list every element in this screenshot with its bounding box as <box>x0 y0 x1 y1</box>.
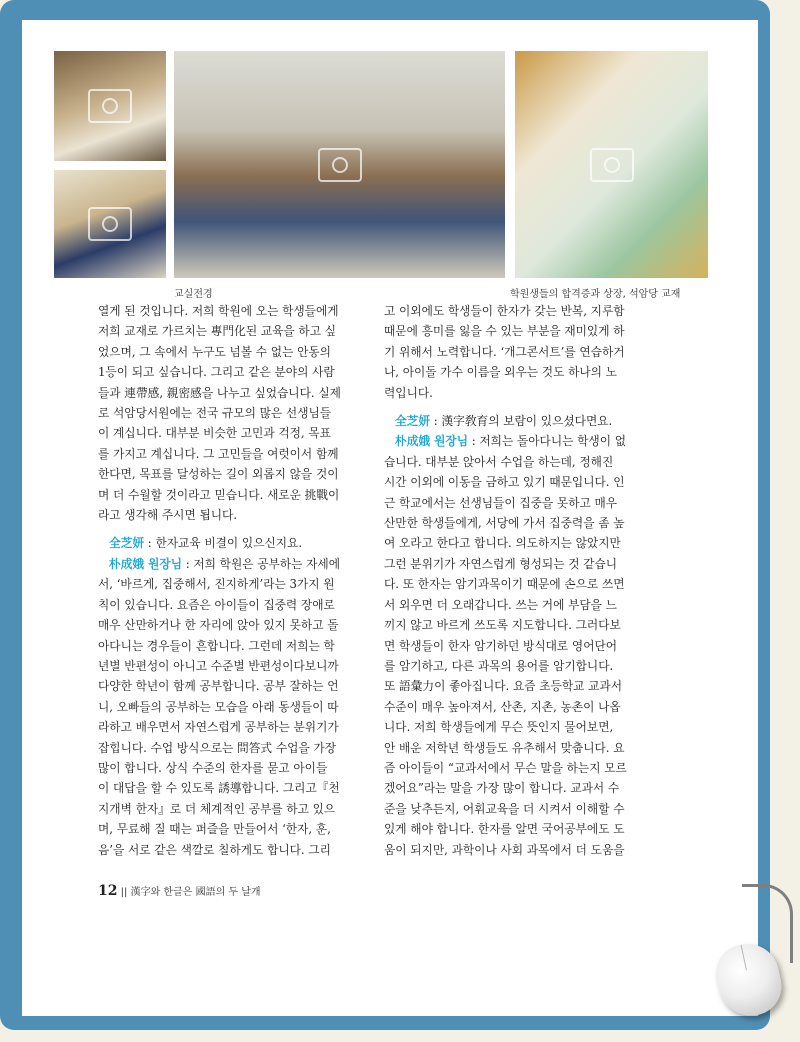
text-line: 면 학생들이 한자 암기하던 방식대로 영어단어 <box>384 638 618 653</box>
left-intro-paragraph <box>98 301 374 525</box>
right-column <box>384 301 660 860</box>
text-line: 다양한 학년이 함께 공부합니다. 공부 잘하는 언 <box>98 679 339 694</box>
text-line: 끼지 않고 바르게 쓰도록 지도합니다. 그러다보 <box>384 618 621 633</box>
classroom-photo <box>174 51 505 278</box>
interviewer-question <box>98 533 374 553</box>
interviewer-name: 全芝妍 <box>109 536 145 551</box>
footer-title: 漢字와 한글은 國語의 두 날개 <box>130 887 261 898</box>
text-line: 안 배운 저학년 학생들도 유추해서 맞춥니다. 요 <box>384 740 625 755</box>
text-line: 근 학교에서는 선생님들이 집중을 못하고 매우 <box>384 495 618 510</box>
left-column <box>98 301 374 860</box>
text-line: 한다면, 목표를 달성하는 길이 외롭지 않을 것이 <box>98 467 339 482</box>
text-line: 서, ‘바르게, 집중해서, 진지하게’라는 3가지 원 <box>98 577 335 592</box>
question-text: : 한자교육 비결이 있으신지요. <box>144 536 303 551</box>
text-line: 칙이 있습니다. 요즘은 아이들이 집중력 장애로 <box>98 597 335 612</box>
text-line: 아다니는 경우들이 흔합니다. 그런데 저희는 학 <box>98 638 335 653</box>
text-line: 기 위해서 노력합니다. ‘개그콘서트’를 연습하거 <box>384 344 625 359</box>
image-icon <box>88 207 132 241</box>
text-line: 며, 무료해 질 때는 퍼즐을 만들어서 ‘한자, 훈, <box>98 822 331 837</box>
text-line: 저희 교재로 가르치는 專門化된 교육을 하고 싶 <box>98 324 336 339</box>
image-icon <box>88 89 132 123</box>
text-line: 지개벽 한자』로 더 체계적인 공부를 하고 있으 <box>98 801 336 816</box>
text-line: : 저희는 돌아다니는 학생이 없 <box>468 434 627 449</box>
director-name: 朴成娥 원장님 <box>109 556 183 571</box>
text-line: 매우 산만하거나 한 자리에 앉아 있지 못하고 돌 <box>98 618 339 633</box>
text-line: 산만한 학생들에게, 서당에 가서 집중력을 좀 높 <box>384 516 625 531</box>
text-line: 1등이 되고 싶습니다. 그리고 같은 분야의 사람 <box>98 365 335 380</box>
boy-student-photo <box>54 170 166 278</box>
text-line: 습니다. 대부분 앉아서 수업을 하는데, 정해진 <box>384 454 614 469</box>
text-line: 있게 해야 합니다. 한자를 알면 국어공부에도 도 <box>384 822 625 837</box>
text-line: 겠어요”라는 말을 가장 많이 합니다. 교과서 수 <box>384 781 620 796</box>
text-line: 또 語彙力이 좋아집니다. 요즘 초등학교 교과서 <box>384 679 622 694</box>
text-line: 즘 아이들이 “교과서에서 무슨 말을 하는지 모르 <box>384 760 627 775</box>
text-line: 그런 분위기가 자연스럽게 형성되는 것 같습니 <box>384 556 618 571</box>
interviewer-question <box>384 411 660 431</box>
text-line: 력입니다. <box>384 385 433 400</box>
text-line: 서 외우면 더 오래갑니다. 쓰는 거에 부담을 느 <box>384 597 617 612</box>
textbooks-photo <box>515 51 708 278</box>
text-line: 잡힙니다. 수업 방식으로는 問答式 수업을 가장 <box>98 740 336 755</box>
text-line: 를 가지고 계십니다. 그 고민들을 여럿이서 함께 <box>98 446 339 461</box>
page-footer <box>98 883 261 899</box>
materials-caption: 학원생들의 합격증과 상장, 석암당 교재 <box>510 289 681 300</box>
text-line: 이 대답을 할 수 있도록 誘導합니다. 그리고『천 <box>98 781 340 796</box>
text-line: 시간 이외에 이동을 금하고 있기 때문입니다. 인 <box>384 475 625 490</box>
text-line: 여 오라고 한다고 합니다. 의도하지는 않았지만 <box>384 536 621 551</box>
footer-separator: || <box>117 887 131 898</box>
text-line: 나, 아이돌 가수 이름을 외우는 것도 하나의 노 <box>384 365 617 380</box>
director-name: 朴成娥 원장님 <box>395 434 469 449</box>
text-line: 움이 되지만, 과학이나 사회 과목에서 더 도움을 <box>384 842 625 857</box>
director-answer <box>384 431 660 451</box>
text-line: 니다. 저희 학생들에게 무슨 뜻인지 물어보면, <box>384 720 614 735</box>
text-line: 년별 반편성이 아니고 수준별 반편성이다보니까 <box>98 658 339 673</box>
text-line: 때문에 흥미를 잃을 수 있는 부분을 재미있게 하 <box>384 324 625 339</box>
right-intro-paragraph <box>384 301 660 403</box>
text-line: 고 이외에도 학생들이 한자가 갖는 반복, 지루함 <box>384 304 625 318</box>
text-line: 준을 낮추든지, 어휘교육을 더 시켜서 이해할 수 <box>384 801 625 816</box>
text-line: 라하고 배우면서 자연스럽게 공부하는 분위기가 <box>98 720 339 735</box>
text-line: 수준이 매우 높아져서, 산촌, 지촌, 농촌이 나옵 <box>384 699 621 714</box>
text-line: : 저희 학원은 공부하는 자세에 <box>182 556 341 571</box>
text-line: 많이 합니다. 상식 수준의 한자를 묻고 아이들 <box>98 760 328 775</box>
text-line: 었으며, 그 속에서 누구도 넘볼 수 없는 안동의 <box>98 344 331 359</box>
text-line: 들과 連帶感, 親密感을 나누고 싶었습니다. 실제 <box>98 385 341 400</box>
image-icon <box>590 148 634 182</box>
text-line: 니, 오빠들의 공부하는 모습을 아래 동생들이 따 <box>98 699 339 714</box>
text-line: 로 석암당서원에는 전국 규모의 많은 선생님들 <box>98 406 332 421</box>
text-line: 라고 생각해 주시면 됩니다. <box>98 508 238 523</box>
text-line: 다. 또 한자는 암기과목이기 때문에 손으로 쓰면 <box>384 577 625 592</box>
text-line: 음’을 서로 같은 색깔로 칠하게도 합니다. 그리 <box>98 842 331 857</box>
interviewer-name: 全芝妍 <box>395 414 431 429</box>
image-icon <box>318 148 362 182</box>
classroom-caption: 교실전경 <box>174 289 213 300</box>
text-line: 를 암기하고, 다른 과목의 용어를 암기합니다. <box>384 658 614 673</box>
text-line: 이 계십니다. 대부분 비슷한 고민과 걱정, 목표 <box>98 426 331 441</box>
question-text: : 漢字敎育의 보람이 있으셨다면요. <box>430 414 613 429</box>
page-number: 12 <box>98 883 118 899</box>
text-line: 며 더 수월할 것이라고 믿습니다. 새로운 挑戰이 <box>98 487 340 502</box>
director-answer <box>98 554 374 574</box>
text-line: 열게 된 것입니다. 저희 학원에 오는 학생들에게 <box>98 304 339 318</box>
girl-student-photo <box>54 51 166 161</box>
